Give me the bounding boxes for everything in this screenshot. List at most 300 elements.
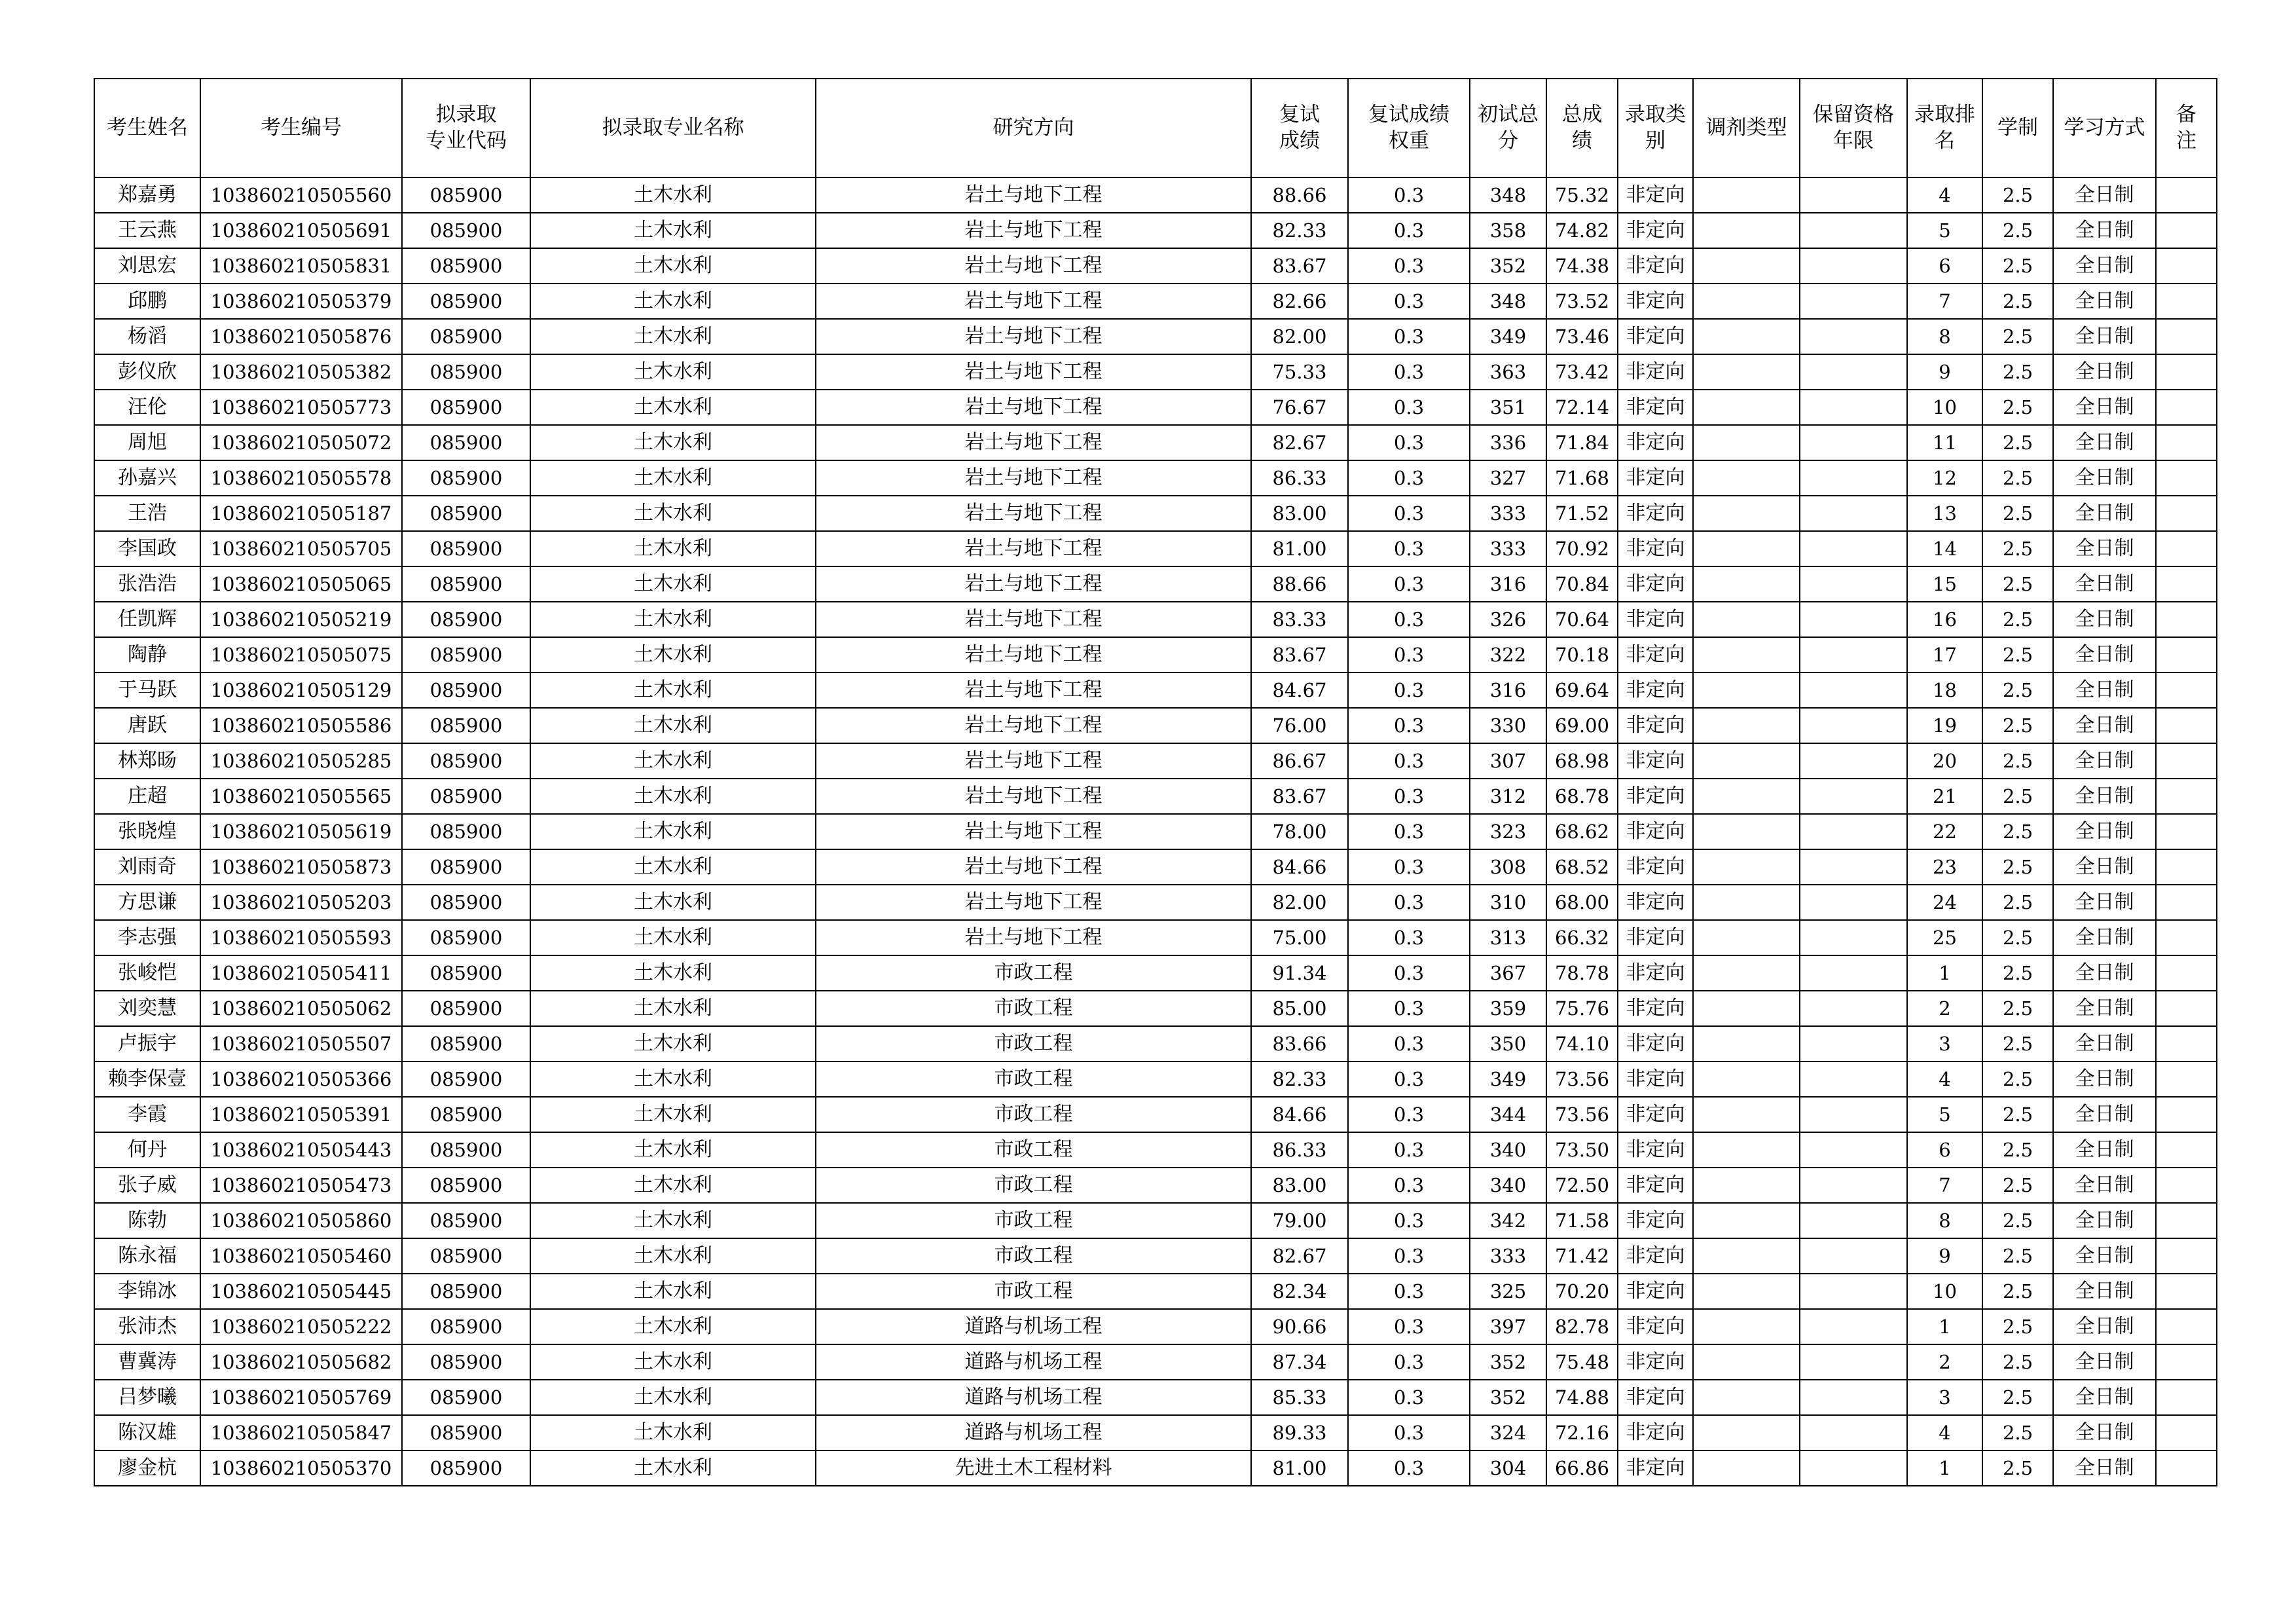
cell-research-direction: 市政工程: [816, 1274, 1251, 1309]
col-study-mode: 学习方式: [2053, 79, 2156, 177]
cell-reserved-years: [1800, 390, 1907, 425]
cell-initial-total: 327: [1470, 460, 1546, 496]
table-row: [94, 531, 2217, 566]
table-row: [94, 1026, 2217, 1061]
cell-transfer-type: [1693, 637, 1800, 673]
cell-retest-weight: 0.3: [1348, 531, 1470, 566]
cell-admission-category: 非定向: [1618, 319, 1693, 354]
cell-retest-score: 87.34: [1251, 1344, 1348, 1380]
cell-remarks: [2156, 1415, 2217, 1450]
cell-program-length: 2.5: [1982, 602, 2053, 637]
cell-research-direction: 岩土与地下工程: [816, 920, 1251, 955]
table-row: [94, 1450, 2217, 1486]
cell-transfer-type: [1693, 1061, 1800, 1097]
cell-initial-total: 349: [1470, 319, 1546, 354]
cell-remarks: [2156, 637, 2217, 673]
cell-initial-total: 316: [1470, 566, 1546, 602]
cell-remarks: [2156, 531, 2217, 566]
cell-remarks: [2156, 1238, 2217, 1274]
cell-retest-score: 85.33: [1251, 1380, 1348, 1415]
table-row: [94, 284, 2217, 319]
cell-retest-score: 86.33: [1251, 1132, 1348, 1168]
cell-retest-weight: 0.3: [1348, 425, 1470, 460]
cell-total-score: 68.00: [1546, 885, 1618, 920]
cell-initial-total: 358: [1470, 213, 1546, 248]
cell-study-mode: 全日制: [2053, 390, 2156, 425]
cell-major-code: 085900: [402, 743, 530, 779]
cell-research-direction: 岩土与地下工程: [816, 248, 1251, 284]
cell-major-name: 土木水利: [530, 566, 816, 602]
cell-initial-total: 349: [1470, 1061, 1546, 1097]
cell-initial-total: 352: [1470, 1344, 1546, 1380]
cell-research-direction: 岩土与地下工程: [816, 673, 1251, 708]
cell-retest-score: 82.67: [1251, 1238, 1348, 1274]
cell-major-code: 085900: [402, 920, 530, 955]
cell-major-name: 土木水利: [530, 1132, 816, 1168]
cell-admission-rank: 15: [1907, 566, 1982, 602]
cell-candidate-name: 刘思宏: [94, 248, 200, 284]
cell-program-length: 2.5: [1982, 920, 2053, 955]
cell-total-score: 75.32: [1546, 177, 1618, 213]
cell-major-name: 土木水利: [530, 814, 816, 849]
cell-study-mode: 全日制: [2053, 496, 2156, 531]
cell-candidate-name: 于马跃: [94, 673, 200, 708]
cell-retest-weight: 0.3: [1348, 354, 1470, 390]
cell-candidate-number: 103860210505586: [200, 708, 402, 743]
cell-study-mode: 全日制: [2053, 708, 2156, 743]
cell-research-direction: 岩土与地下工程: [816, 849, 1251, 885]
cell-retest-score: 84.66: [1251, 849, 1348, 885]
cell-admission-category: 非定向: [1618, 955, 1693, 991]
cell-retest-score: 76.00: [1251, 708, 1348, 743]
cell-retest-score: 86.33: [1251, 460, 1348, 496]
cell-retest-weight: 0.3: [1348, 920, 1470, 955]
cell-major-name: 土木水利: [530, 885, 816, 920]
cell-admission-category: 非定向: [1618, 885, 1693, 920]
cell-candidate-name: 任凯辉: [94, 602, 200, 637]
cell-admission-category: 非定向: [1618, 814, 1693, 849]
col-admission-category: 录取类 别: [1618, 79, 1693, 177]
cell-candidate-number: 103860210505565: [200, 779, 402, 814]
cell-program-length: 2.5: [1982, 849, 2053, 885]
cell-retest-score: 83.66: [1251, 1026, 1348, 1061]
table-row: [94, 496, 2217, 531]
cell-retest-weight: 0.3: [1348, 743, 1470, 779]
table-row: [94, 460, 2217, 496]
cell-major-code: 085900: [402, 1309, 530, 1344]
cell-study-mode: 全日制: [2053, 920, 2156, 955]
cell-program-length: 2.5: [1982, 708, 2053, 743]
cell-program-length: 2.5: [1982, 1132, 2053, 1168]
cell-major-code: 085900: [402, 1061, 530, 1097]
cell-study-mode: 全日制: [2053, 955, 2156, 991]
cell-transfer-type: [1693, 602, 1800, 637]
cell-program-length: 2.5: [1982, 248, 2053, 284]
cell-total-score: 73.50: [1546, 1132, 1618, 1168]
cell-study-mode: 全日制: [2053, 673, 2156, 708]
cell-retest-score: 89.33: [1251, 1415, 1348, 1450]
cell-program-length: 2.5: [1982, 319, 2053, 354]
cell-reserved-years: [1800, 1309, 1907, 1344]
cell-candidate-number: 103860210505578: [200, 460, 402, 496]
cell-candidate-name: 庄超: [94, 779, 200, 814]
cell-initial-total: 348: [1470, 284, 1546, 319]
cell-retest-score: 82.66: [1251, 284, 1348, 319]
cell-transfer-type: [1693, 673, 1800, 708]
cell-reserved-years: [1800, 531, 1907, 566]
cell-transfer-type: [1693, 1309, 1800, 1344]
table-row: [94, 1238, 2217, 1274]
cell-study-mode: 全日制: [2053, 319, 2156, 354]
cell-study-mode: 全日制: [2053, 1238, 2156, 1274]
cell-admission-rank: 1: [1907, 1450, 1982, 1486]
cell-initial-total: 326: [1470, 602, 1546, 637]
cell-admission-rank: 24: [1907, 885, 1982, 920]
cell-admission-rank: 21: [1907, 779, 1982, 814]
cell-retest-weight: 0.3: [1348, 1097, 1470, 1132]
table-row: [94, 1168, 2217, 1203]
cell-transfer-type: [1693, 814, 1800, 849]
cell-retest-weight: 0.3: [1348, 1309, 1470, 1344]
cell-research-direction: 市政工程: [816, 1238, 1251, 1274]
cell-transfer-type: [1693, 496, 1800, 531]
cell-transfer-type: [1693, 566, 1800, 602]
cell-research-direction: 岩土与地下工程: [816, 531, 1251, 566]
cell-remarks: [2156, 496, 2217, 531]
cell-retest-score: 86.67: [1251, 743, 1348, 779]
cell-program-length: 2.5: [1982, 1168, 2053, 1203]
cell-initial-total: 397: [1470, 1309, 1546, 1344]
cell-transfer-type: [1693, 1097, 1800, 1132]
cell-retest-weight: 0.3: [1348, 460, 1470, 496]
cell-research-direction: 岩土与地下工程: [816, 213, 1251, 248]
cell-initial-total: 323: [1470, 814, 1546, 849]
cell-candidate-number: 103860210505411: [200, 955, 402, 991]
cell-retest-score: 82.00: [1251, 885, 1348, 920]
cell-research-direction: 岩土与地下工程: [816, 354, 1251, 390]
cell-total-score: 71.42: [1546, 1238, 1618, 1274]
cell-candidate-number: 103860210505876: [200, 319, 402, 354]
cell-admission-category: 非定向: [1618, 1061, 1693, 1097]
cell-retest-weight: 0.3: [1348, 1450, 1470, 1486]
cell-retest-weight: 0.3: [1348, 1415, 1470, 1450]
cell-major-name: 土木水利: [530, 248, 816, 284]
cell-admission-category: 非定向: [1618, 425, 1693, 460]
cell-candidate-name: 陈勃: [94, 1203, 200, 1238]
table-row: [94, 1097, 2217, 1132]
cell-reserved-years: [1800, 602, 1907, 637]
cell-reserved-years: [1800, 354, 1907, 390]
cell-research-direction: 道路与机场工程: [816, 1344, 1251, 1380]
cell-retest-weight: 0.3: [1348, 885, 1470, 920]
cell-retest-weight: 0.3: [1348, 955, 1470, 991]
col-major-name: 拟录取专业名称: [530, 79, 816, 177]
cell-major-name: 土木水利: [530, 779, 816, 814]
cell-transfer-type: [1693, 213, 1800, 248]
cell-reserved-years: [1800, 673, 1907, 708]
cell-research-direction: 市政工程: [816, 1203, 1251, 1238]
cell-admission-rank: 9: [1907, 354, 1982, 390]
table-row: [94, 425, 2217, 460]
cell-research-direction: 道路与机场工程: [816, 1415, 1251, 1450]
cell-major-name: 土木水利: [530, 637, 816, 673]
cell-total-score: 69.00: [1546, 708, 1618, 743]
cell-major-code: 085900: [402, 284, 530, 319]
cell-transfer-type: [1693, 885, 1800, 920]
cell-retest-score: 75.00: [1251, 920, 1348, 955]
cell-candidate-name: 赖李保壹: [94, 1061, 200, 1097]
cell-remarks: [2156, 1309, 2217, 1344]
cell-candidate-name: 王云燕: [94, 213, 200, 248]
cell-study-mode: 全日制: [2053, 779, 2156, 814]
cell-reserved-years: [1800, 779, 1907, 814]
cell-transfer-type: [1693, 1168, 1800, 1203]
header-row: [94, 79, 2217, 177]
cell-candidate-name: 刘奕慧: [94, 991, 200, 1026]
cell-total-score: 73.52: [1546, 284, 1618, 319]
cell-initial-total: 330: [1470, 708, 1546, 743]
cell-retest-score: 83.67: [1251, 637, 1348, 673]
cell-admission-category: 非定向: [1618, 213, 1693, 248]
cell-remarks: [2156, 177, 2217, 213]
cell-reserved-years: [1800, 885, 1907, 920]
cell-retest-weight: 0.3: [1348, 1168, 1470, 1203]
cell-major-name: 土木水利: [530, 673, 816, 708]
table-row: [94, 213, 2217, 248]
cell-candidate-name: 周旭: [94, 425, 200, 460]
cell-study-mode: 全日制: [2053, 425, 2156, 460]
cell-major-name: 土木水利: [530, 1415, 816, 1450]
cell-reserved-years: [1800, 849, 1907, 885]
cell-initial-total: 312: [1470, 779, 1546, 814]
cell-initial-total: 308: [1470, 849, 1546, 885]
cell-candidate-name: 陈汉雄: [94, 1415, 200, 1450]
cell-remarks: [2156, 885, 2217, 920]
cell-transfer-type: [1693, 425, 1800, 460]
cell-total-score: 72.14: [1546, 390, 1618, 425]
cell-major-code: 085900: [402, 319, 530, 354]
cell-transfer-type: [1693, 390, 1800, 425]
cell-admission-rank: 2: [1907, 1344, 1982, 1380]
cell-major-code: 085900: [402, 1380, 530, 1415]
cell-total-score: 74.10: [1546, 1026, 1618, 1061]
col-major-code: 拟录取 专业代码: [402, 79, 530, 177]
table-row: [94, 885, 2217, 920]
cell-admission-category: 非定向: [1618, 1168, 1693, 1203]
cell-study-mode: 全日制: [2053, 1380, 2156, 1415]
cell-transfer-type: [1693, 319, 1800, 354]
cell-retest-score: 83.33: [1251, 602, 1348, 637]
cell-transfer-type: [1693, 284, 1800, 319]
cell-major-code: 085900: [402, 1415, 530, 1450]
cell-candidate-name: 陈永福: [94, 1238, 200, 1274]
cell-retest-weight: 0.3: [1348, 496, 1470, 531]
cell-reserved-years: [1800, 1344, 1907, 1380]
cell-reserved-years: [1800, 1203, 1907, 1238]
cell-candidate-name: 张沛杰: [94, 1309, 200, 1344]
cell-remarks: [2156, 1450, 2217, 1486]
cell-transfer-type: [1693, 354, 1800, 390]
cell-candidate-number: 103860210505219: [200, 602, 402, 637]
cell-candidate-number: 103860210505187: [200, 496, 402, 531]
cell-candidate-number: 103860210505593: [200, 920, 402, 955]
cell-admission-rank: 4: [1907, 1061, 1982, 1097]
cell-major-name: 土木水利: [530, 1344, 816, 1380]
cell-retest-weight: 0.3: [1348, 673, 1470, 708]
cell-candidate-name: 陶静: [94, 637, 200, 673]
table-row: [94, 1132, 2217, 1168]
cell-candidate-number: 103860210505460: [200, 1238, 402, 1274]
cell-admission-category: 非定向: [1618, 1415, 1693, 1450]
cell-retest-weight: 0.3: [1348, 177, 1470, 213]
cell-study-mode: 全日制: [2053, 1026, 2156, 1061]
cell-study-mode: 全日制: [2053, 1168, 2156, 1203]
cell-transfer-type: [1693, 849, 1800, 885]
cell-candidate-number: 103860210505473: [200, 1168, 402, 1203]
cell-major-name: 土木水利: [530, 1097, 816, 1132]
col-research-direction: 研究方向: [816, 79, 1251, 177]
cell-candidate-name: 邱鹏: [94, 284, 200, 319]
cell-initial-total: 324: [1470, 1415, 1546, 1450]
cell-reserved-years: [1800, 991, 1907, 1026]
cell-retest-weight: 0.3: [1348, 602, 1470, 637]
cell-program-length: 2.5: [1982, 1344, 2053, 1380]
cell-major-name: 土木水利: [530, 955, 816, 991]
cell-study-mode: 全日制: [2053, 284, 2156, 319]
cell-study-mode: 全日制: [2053, 602, 2156, 637]
table-row: [94, 1203, 2217, 1238]
cell-candidate-number: 103860210505443: [200, 1132, 402, 1168]
cell-candidate-number: 103860210505072: [200, 425, 402, 460]
cell-total-score: 78.78: [1546, 955, 1618, 991]
cell-admission-rank: 4: [1907, 1415, 1982, 1450]
cell-admission-category: 非定向: [1618, 248, 1693, 284]
cell-program-length: 2.5: [1982, 637, 2053, 673]
cell-major-name: 土木水利: [530, 602, 816, 637]
cell-candidate-number: 103860210505847: [200, 1415, 402, 1450]
cell-admission-rank: 20: [1907, 743, 1982, 779]
cell-retest-score: 91.34: [1251, 955, 1348, 991]
cell-major-name: 土木水利: [530, 354, 816, 390]
cell-retest-weight: 0.3: [1348, 1026, 1470, 1061]
cell-major-name: 土木水利: [530, 177, 816, 213]
cell-initial-total: 304: [1470, 1450, 1546, 1486]
cell-program-length: 2.5: [1982, 955, 2053, 991]
cell-admission-category: 非定向: [1618, 1309, 1693, 1344]
cell-program-length: 2.5: [1982, 1026, 2053, 1061]
cell-reserved-years: [1800, 1274, 1907, 1309]
cell-transfer-type: [1693, 177, 1800, 213]
cell-remarks: [2156, 1097, 2217, 1132]
cell-initial-total: 340: [1470, 1132, 1546, 1168]
cell-candidate-name: 张晓煌: [94, 814, 200, 849]
cell-research-direction: 市政工程: [816, 955, 1251, 991]
cell-retest-score: 82.33: [1251, 213, 1348, 248]
cell-research-direction: 道路与机场工程: [816, 1380, 1251, 1415]
cell-study-mode: 全日制: [2053, 213, 2156, 248]
cell-major-name: 土木水利: [530, 920, 816, 955]
cell-program-length: 2.5: [1982, 1203, 2053, 1238]
cell-program-length: 2.5: [1982, 743, 2053, 779]
cell-study-mode: 全日制: [2053, 354, 2156, 390]
table-row: [94, 849, 2217, 885]
cell-total-score: 69.64: [1546, 673, 1618, 708]
cell-initial-total: 352: [1470, 1380, 1546, 1415]
cell-study-mode: 全日制: [2053, 248, 2156, 284]
cell-reserved-years: [1800, 1450, 1907, 1486]
table-row: [94, 1274, 2217, 1309]
cell-admission-category: 非定向: [1618, 390, 1693, 425]
cell-program-length: 2.5: [1982, 177, 2053, 213]
cell-research-direction: 岩土与地下工程: [816, 743, 1251, 779]
cell-research-direction: 岩土与地下工程: [816, 779, 1251, 814]
cell-reserved-years: [1800, 920, 1907, 955]
cell-retest-score: 83.00: [1251, 1168, 1348, 1203]
cell-admission-category: 非定向: [1618, 566, 1693, 602]
cell-remarks: [2156, 849, 2217, 885]
cell-research-direction: 市政工程: [816, 1097, 1251, 1132]
cell-candidate-name: 张子威: [94, 1168, 200, 1203]
cell-major-code: 085900: [402, 602, 530, 637]
cell-program-length: 2.5: [1982, 1061, 2053, 1097]
cell-transfer-type: [1693, 779, 1800, 814]
cell-retest-score: 83.00: [1251, 496, 1348, 531]
cell-retest-score: 83.67: [1251, 779, 1348, 814]
cell-initial-total: 367: [1470, 955, 1546, 991]
cell-candidate-number: 103860210505831: [200, 248, 402, 284]
cell-admission-rank: 10: [1907, 1274, 1982, 1309]
cell-major-code: 085900: [402, 1274, 530, 1309]
cell-research-direction: 道路与机场工程: [816, 1309, 1251, 1344]
cell-retest-weight: 0.3: [1348, 1344, 1470, 1380]
table-row: [94, 991, 2217, 1026]
cell-remarks: [2156, 1026, 2217, 1061]
cell-admission-category: 非定向: [1618, 460, 1693, 496]
cell-transfer-type: [1693, 248, 1800, 284]
cell-major-code: 085900: [402, 955, 530, 991]
cell-admission-rank: 5: [1907, 1097, 1982, 1132]
cell-retest-score: 84.67: [1251, 673, 1348, 708]
cell-research-direction: 岩土与地下工程: [816, 319, 1251, 354]
cell-major-code: 085900: [402, 1168, 530, 1203]
cell-candidate-number: 103860210505203: [200, 885, 402, 920]
cell-admission-category: 非定向: [1618, 496, 1693, 531]
cell-retest-score: 84.66: [1251, 1097, 1348, 1132]
cell-admission-rank: 10: [1907, 390, 1982, 425]
cell-program-length: 2.5: [1982, 814, 2053, 849]
cell-admission-rank: 4: [1907, 177, 1982, 213]
cell-admission-category: 非定向: [1618, 920, 1693, 955]
cell-major-name: 土木水利: [530, 743, 816, 779]
cell-study-mode: 全日制: [2053, 1061, 2156, 1097]
cell-study-mode: 全日制: [2053, 531, 2156, 566]
cell-total-score: 70.84: [1546, 566, 1618, 602]
cell-remarks: [2156, 955, 2217, 991]
cell-remarks: [2156, 213, 2217, 248]
cell-reserved-years: [1800, 1238, 1907, 1274]
cell-retest-score: 83.67: [1251, 248, 1348, 284]
cell-initial-total: 352: [1470, 248, 1546, 284]
cell-total-score: 71.58: [1546, 1203, 1618, 1238]
cell-transfer-type: [1693, 1344, 1800, 1380]
cell-candidate-number: 103860210505873: [200, 849, 402, 885]
cell-candidate-number: 103860210505682: [200, 1344, 402, 1380]
cell-admission-rank: 8: [1907, 319, 1982, 354]
cell-retest-weight: 0.3: [1348, 637, 1470, 673]
cell-major-name: 土木水利: [530, 849, 816, 885]
cell-initial-total: 307: [1470, 743, 1546, 779]
cell-candidate-number: 103860210505285: [200, 743, 402, 779]
